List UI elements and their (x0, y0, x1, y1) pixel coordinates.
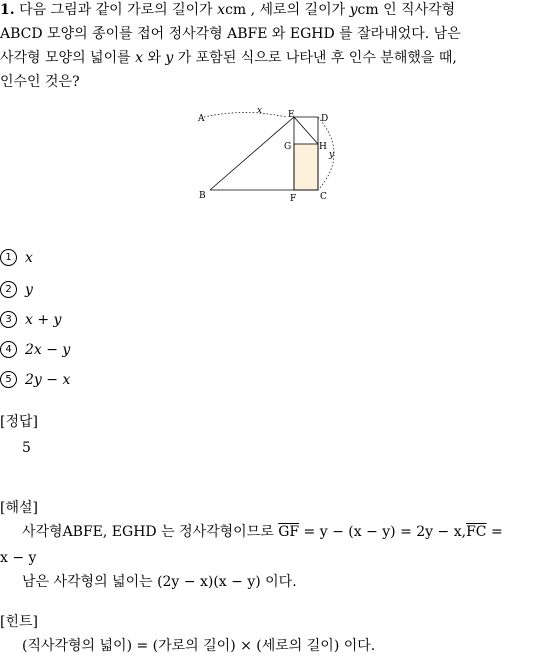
question-text: cm 인 직사각형 (357, 2, 456, 18)
choice-text: x + y (25, 312, 62, 328)
choice-4[interactable] (0, 340, 70, 360)
label-b: B (199, 191, 206, 201)
hint-header: [힌트] (0, 614, 38, 630)
explanation-text: 사각형ABFE, EGHD 는 정사각형이므로 (22, 524, 274, 540)
label-g: G (284, 142, 292, 152)
diagonal-be (210, 117, 294, 190)
question-text: cm , 세로의 길이가 (225, 2, 346, 18)
label-c: C (320, 192, 327, 202)
remaining-rectangle (294, 144, 318, 190)
question-line-3 (0, 48, 457, 68)
question-text: 사각형 모양의 넓이를 (0, 50, 131, 66)
label-x: x (257, 106, 263, 116)
var-x: x (217, 2, 226, 18)
question-line-1 (0, 0, 455, 20)
choice-text: 2x − y (25, 342, 71, 358)
question-text: 가 포함된 식으로 나타낸 후 인수 분해했을 때, (177, 50, 457, 66)
explanation-text: = (490, 524, 503, 540)
choice-number-circle: 5 (0, 371, 17, 388)
rectangle-figure (190, 104, 350, 204)
choice-3[interactable] (0, 310, 61, 330)
question-line-2 (0, 24, 461, 44)
question-text: 다음 그림과 같이 가로의 길이가 (19, 2, 213, 18)
choice-number-circle: 2 (0, 281, 17, 298)
label-a: A (198, 114, 205, 124)
label-y: y (329, 150, 335, 160)
answer-header: [정답] (0, 414, 38, 430)
choice-text: 2y − x (25, 372, 71, 388)
choice-1[interactable] (0, 248, 33, 268)
choice-number-circle: 3 (0, 311, 17, 328)
choice-number-circle: 4 (0, 341, 17, 358)
choice-2[interactable] (0, 280, 33, 300)
explanation-line-3: 남은 사각형의 넓이는 (2y − x)(x − y) 이다. (22, 574, 297, 590)
explanation-text: = y − (x − y) = 2y − x, (303, 524, 467, 540)
question-text: ABCD 모양의 종이를 접어 정사각형 ABFE 와 EGHD 를 잘라내었다. 남은 (0, 26, 461, 42)
segment-gf: $\overline{GF}$ (278, 524, 300, 540)
var-x: x (135, 50, 143, 66)
var-y: y (165, 50, 174, 66)
choice-number-circle: 1 (0, 249, 17, 266)
label-h: H (319, 142, 327, 152)
var-y: y (349, 2, 358, 18)
question-number: 1. (0, 2, 15, 18)
answer-value: 5 (22, 440, 31, 456)
arc-ae (204, 113, 286, 118)
diagonal-eh (294, 117, 318, 144)
label-f: F (290, 194, 297, 204)
explanation-header: [해설] (0, 500, 38, 516)
question-text: 인수인 것은? (0, 74, 80, 90)
choice-text: y (25, 282, 33, 298)
explanation-line-2: x − y (0, 550, 37, 566)
segment-fc: $\overline{FC}$ (466, 524, 487, 540)
hint-line-1: (직사각형의 넓이) = (가로의 길이) × (세로의 길이) 이다. (22, 638, 376, 654)
question-text: 와 (147, 50, 161, 66)
choice-text: x (25, 250, 33, 266)
question-line-4 (0, 72, 80, 92)
choice-5[interactable] (0, 370, 70, 390)
label-e: E (288, 110, 295, 120)
explanation-line-1 (22, 522, 503, 542)
label-d: D (321, 114, 329, 124)
